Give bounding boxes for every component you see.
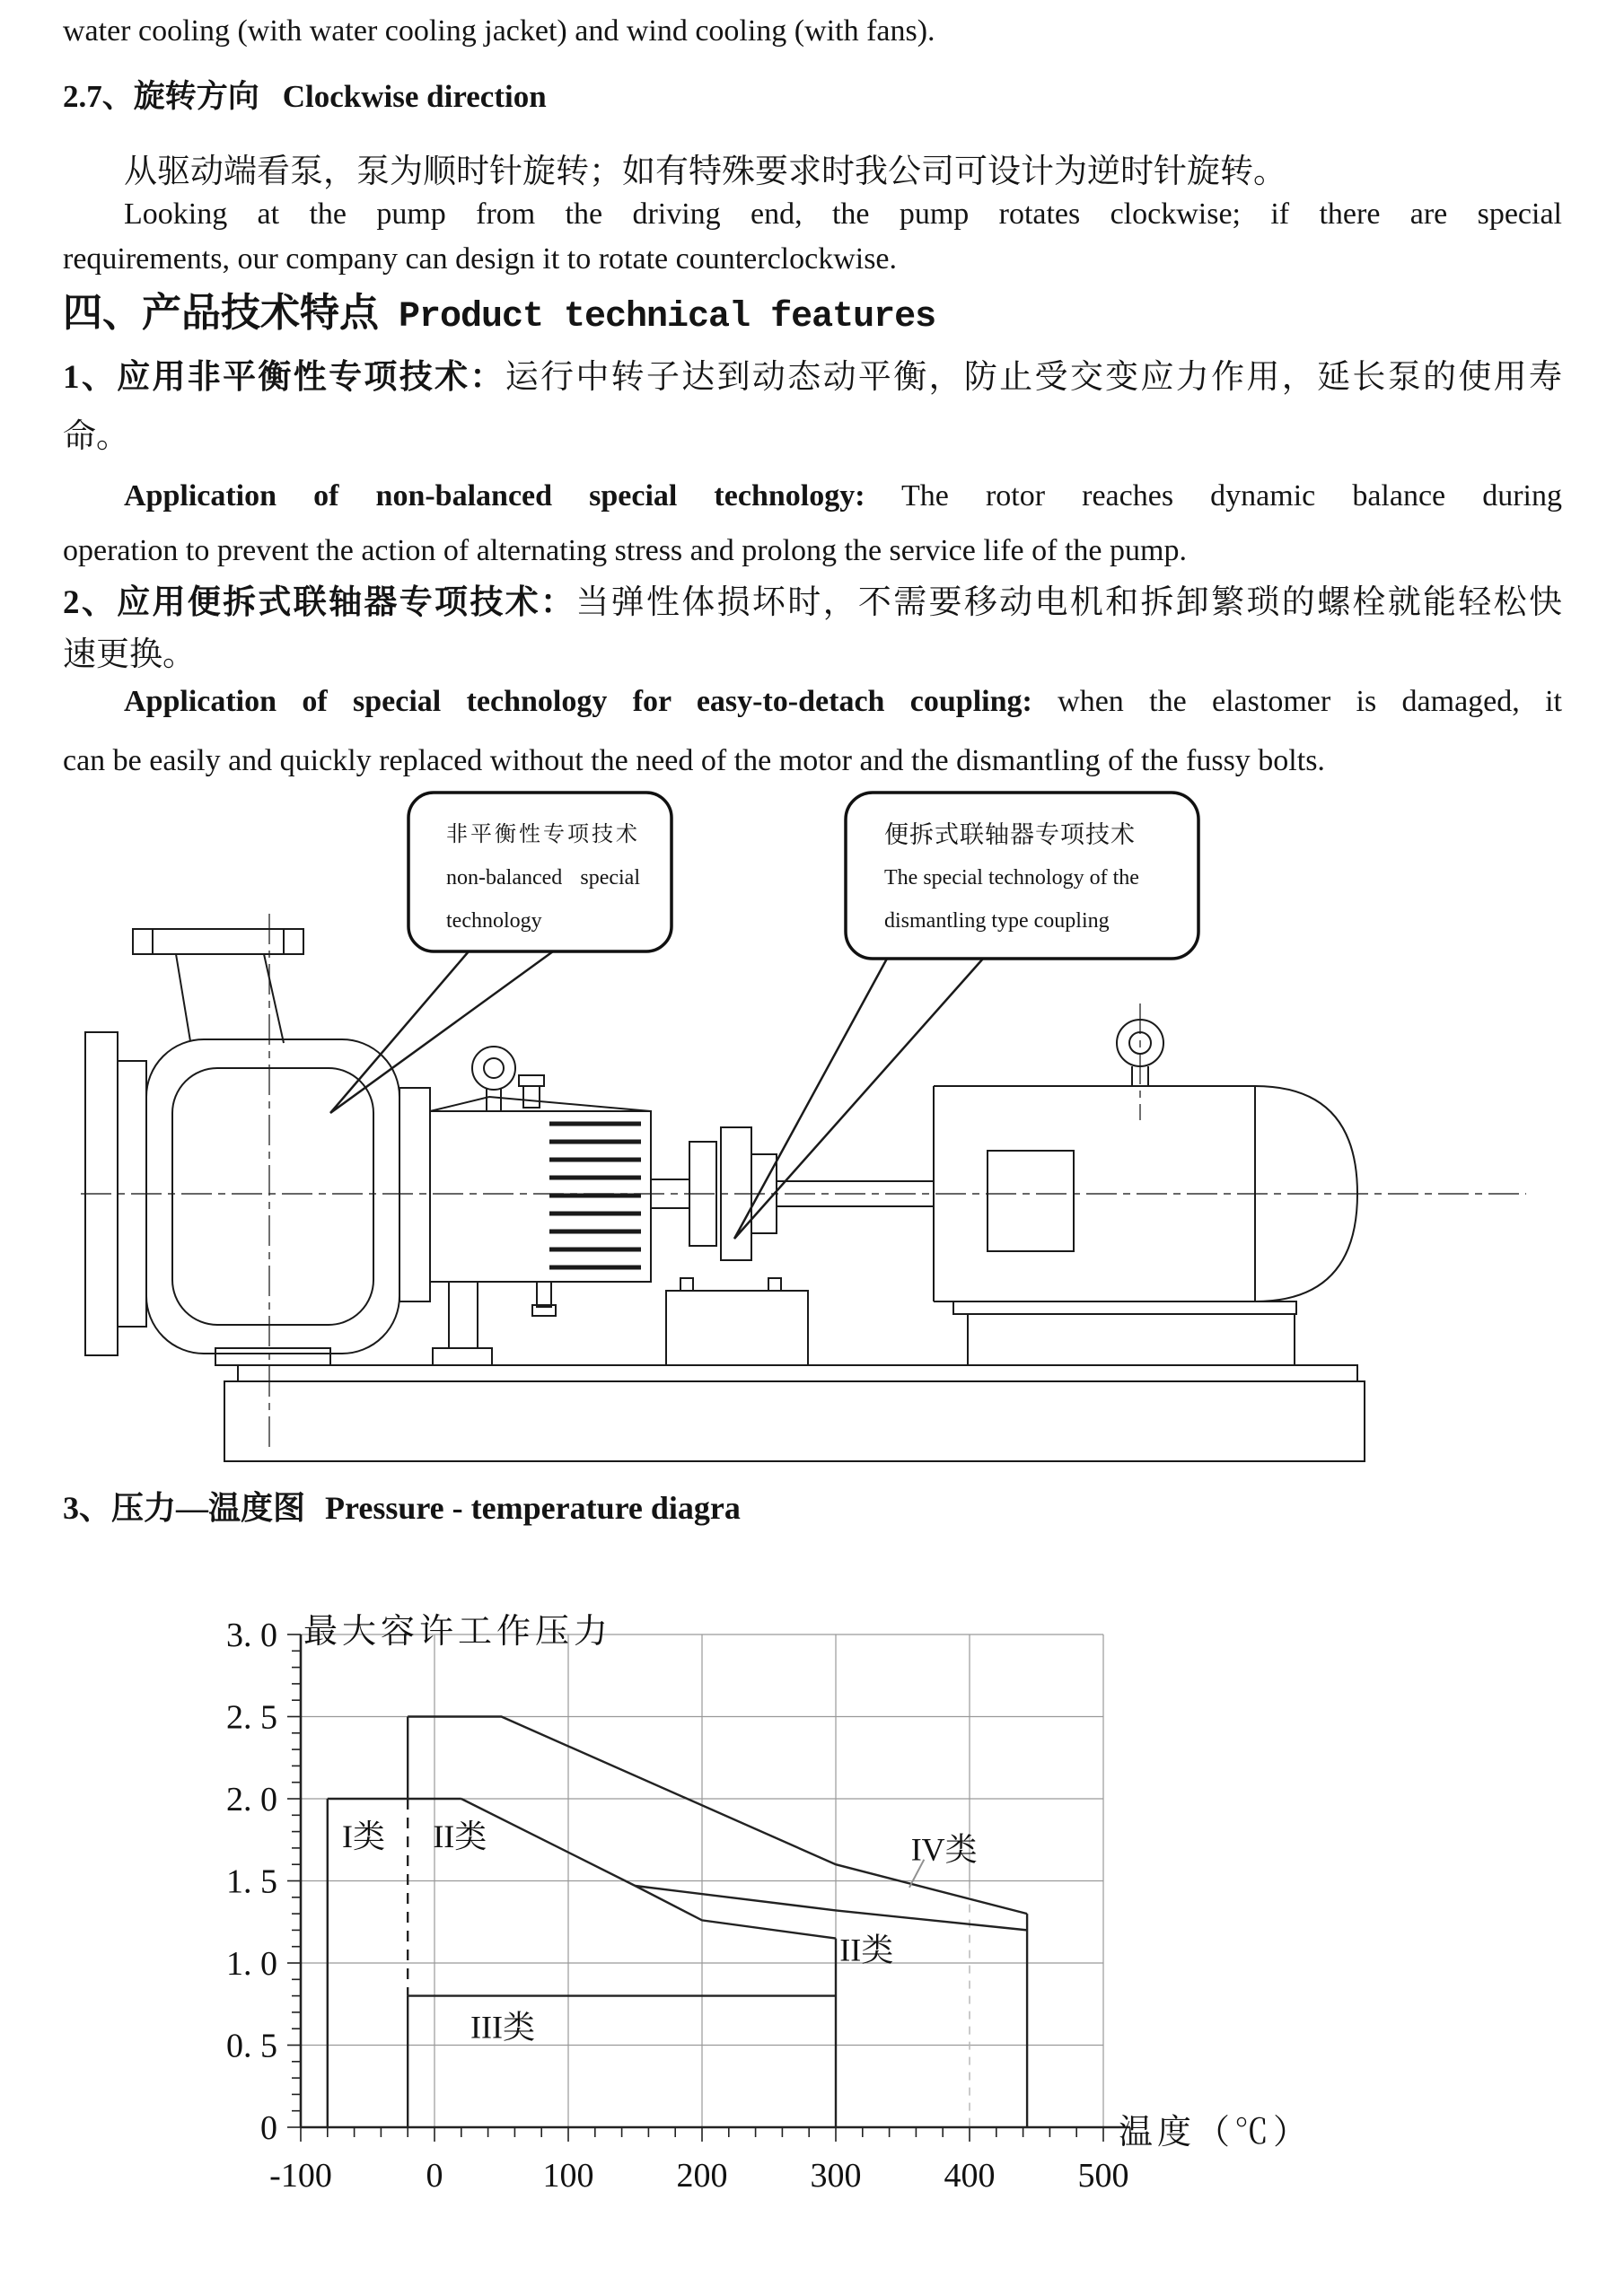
discharge-flange (133, 929, 303, 954)
baseplate (224, 1381, 1365, 1461)
paragraph-2-en-lead: Application of special technology for easy-to-detach coupling: (124, 685, 1032, 718)
heading-2-7-zh: 2.7、旋转方向 (63, 79, 259, 114)
heading-2-7-en: Clockwise direction (282, 79, 547, 114)
chart-y-tick-label: 1. 5 (226, 1862, 277, 1901)
chart-region-label: II类 (839, 1932, 894, 1968)
chart-x-tick-label: 0 (426, 2157, 443, 2195)
callout1-leader-lines (330, 951, 553, 1113)
bearing-pedestal (666, 1291, 808, 1365)
chart-x-tick-label: 500 (1077, 2157, 1129, 2195)
chart-y-tick-label: 2. 5 (226, 1698, 277, 1737)
chart-curve-class-II-upper-curve (461, 1799, 836, 1939)
vent-plug (519, 1075, 544, 1086)
callout2-leader-lines (734, 959, 983, 1239)
callout1-en-line1: non-balanced special (446, 866, 640, 889)
chart-region-label: II类 (433, 1818, 487, 1855)
motor-riser-block (968, 1314, 1295, 1365)
paragraph-2-zh-rest: 当弹性体损坏时，不需要移动电机和拆卸繁琐的螺栓就能轻松快 (575, 584, 1563, 621)
heading-3-en: Pressure - temperature diagra (325, 1490, 741, 1526)
chart-title: 最大容许工作压力 (303, 1613, 613, 1651)
cooling-fins (549, 1124, 641, 1267)
chart-x-tick-label: -100 (269, 2157, 332, 2195)
chart-x-tick-label: 200 (676, 2157, 728, 2195)
paragraph-1-zh-lead: 1、应用非平衡性专项技术： (63, 359, 505, 396)
paragraph-2-zh-lead: 2、应用便拆式联轴器专项技术： (63, 584, 576, 621)
motor-feet (953, 1301, 1296, 1314)
chart-x-tick-label: 100 (542, 2157, 594, 2195)
chart-region-label: III类 (470, 2009, 535, 2046)
paragraph-2-en-rest: when the elastomer is damaged, it (1031, 685, 1562, 718)
pump-assembly-drawing (81, 793, 1526, 1461)
callout1-text (446, 813, 640, 942)
callout1-en-line2: technology (446, 909, 542, 933)
paragraph-2-7-zh: 从驱动端看泵，泵为顺时针旋转；如有特殊要求时我公司可设计为逆时针旋转。 (124, 153, 1286, 190)
heading-4-zh: 四、产品技术特点 (63, 291, 379, 335)
chart-x-tick-label: 400 (944, 2157, 996, 2195)
intro-continuation-line: water cooling (with water cooling jacket) and wind cooling (with fans). (63, 14, 935, 48)
lifting-eyebolt-icon (472, 1047, 515, 1090)
motor-terminal-box (988, 1151, 1074, 1251)
chart-x-tick-label: 300 (810, 2157, 862, 2195)
paragraph-1-zh-rest: 运行中转子达到动态动平衡，防止受交变应力作用，延长泵的使用寿 (505, 359, 1563, 396)
chart-curve-class-IV-curve (408, 1717, 1027, 1915)
baseplate-top (238, 1365, 1357, 1381)
bracket-foot (449, 1282, 478, 1348)
paragraph-1-en-line2: operation to prevent the action of alternating stress and prolong the service life of the pump. (63, 534, 1187, 567)
heading-3-zh: 3、压力—温度图 (63, 1490, 306, 1526)
chart-y-tick-label: 1. 0 (226, 1945, 277, 1983)
paragraph-1-en-rest: The rotor reaches dynamic balance during (865, 479, 1562, 513)
callout2-zh: 便拆式联轴器专项技术 (884, 821, 1136, 848)
drain-plug (537, 1282, 551, 1307)
chart-region-label: IV类 (910, 1831, 978, 1868)
chart-y-tick-label: 2. 0 (226, 1781, 277, 1818)
chart-y-tick-label: 0. 5 (226, 2027, 277, 2065)
pressure-temperature-chart (226, 1613, 1312, 2195)
heading-4-en: Product technical features (399, 297, 936, 337)
chart-x-axis-label: 温度（℃） (1119, 2114, 1312, 2151)
chart-region-label: I类 (342, 1818, 386, 1855)
paragraph-2-7-en-line2: requirements, our company can design it to rotate counterclockwise. (63, 242, 898, 276)
callout1-zh: 非平衡性专项技术 (446, 823, 640, 846)
chart-curve-class-II-lower-curve (636, 1886, 1028, 1930)
volute-casing (146, 1039, 399, 1354)
chart-y-tick-label: 0 (260, 2109, 277, 2147)
paragraph-2-zh-line2: 速更换。 (63, 636, 196, 673)
paragraph-2-en-line2: can be easily and quickly replaced without the need of the motor and the dismantling of the fussy bolts. (63, 744, 1325, 777)
callout2-en-line2: dismantling type coupling (884, 909, 1110, 933)
casing-cover-flange (399, 1088, 430, 1301)
paragraph-1-en-lead: Application of non-balanced special technology: (124, 479, 865, 513)
discharge-neck (176, 954, 284, 1043)
callout2-text (884, 813, 1155, 942)
chart-y-tick-label: 3. 0 (226, 1617, 277, 1654)
paragraph-2-7-en-line1: Looking at the pump from the driving end, the pump rotates clockwise; if there are special (124, 197, 1562, 231)
paragraph-1-zh-line2: 命。 (63, 418, 129, 455)
callout2-en-line1: The special technology of the (884, 866, 1139, 889)
pump-foot (215, 1348, 330, 1365)
